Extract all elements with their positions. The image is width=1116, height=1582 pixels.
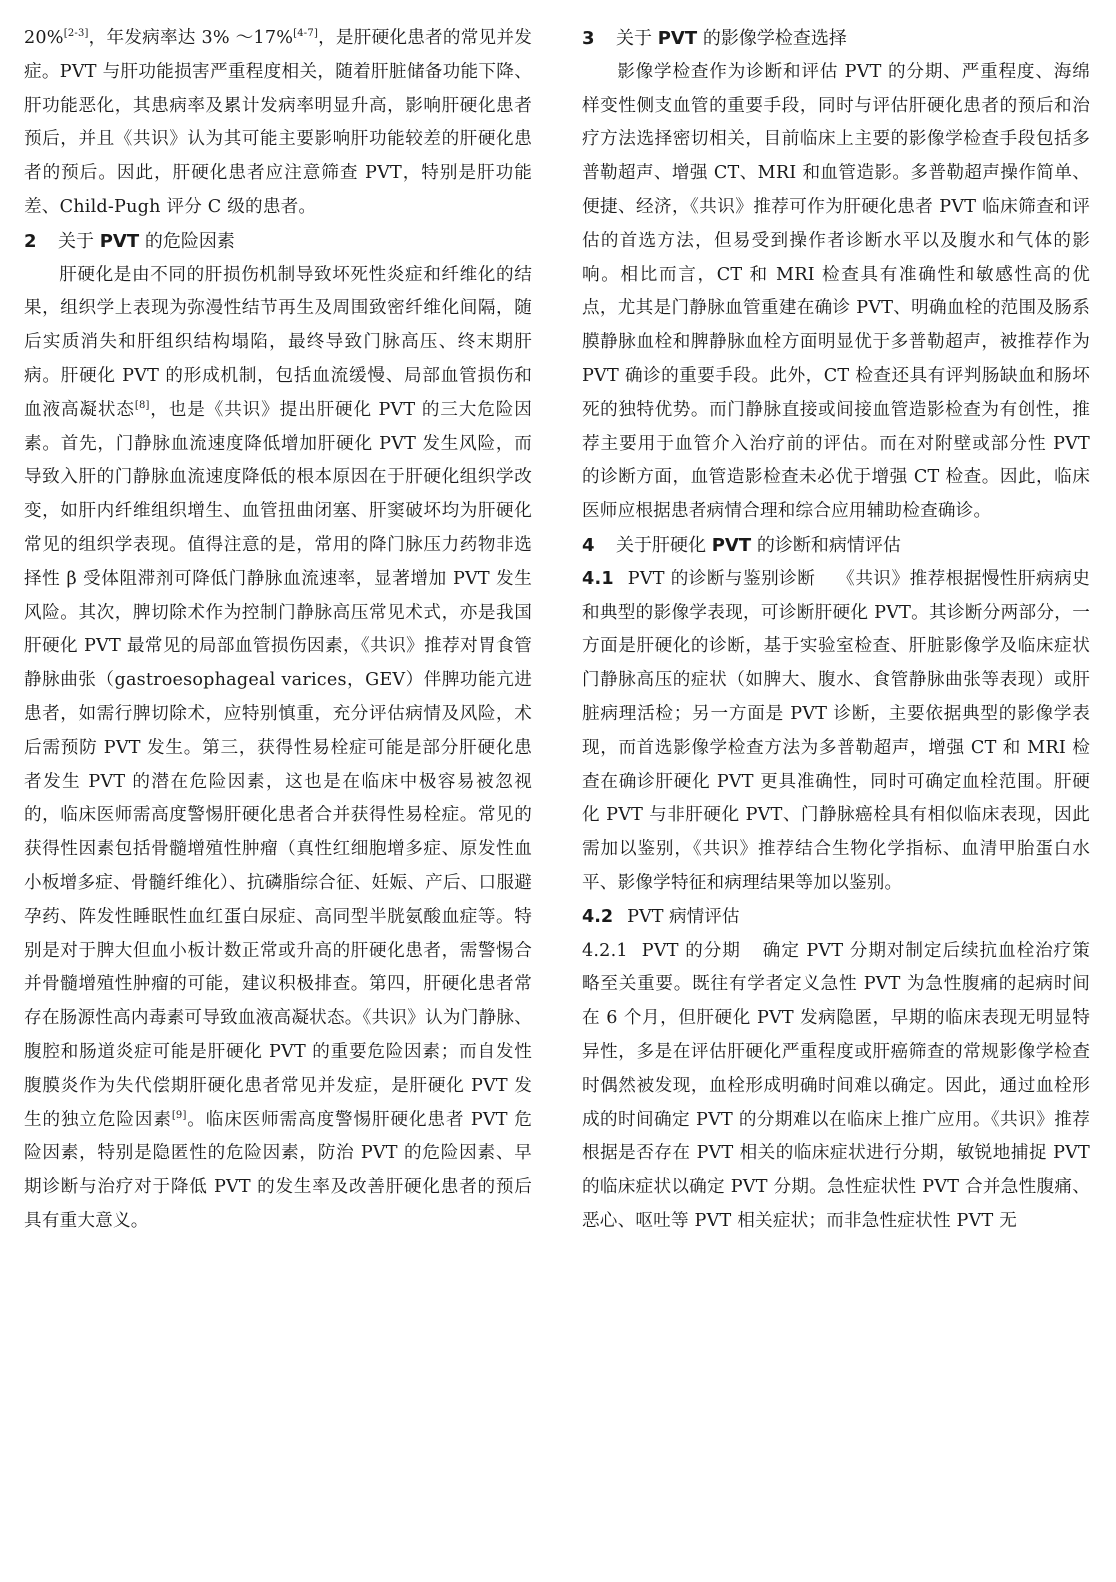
heading-text: 关于: [616, 28, 658, 49]
text-run: 肝硬化是由不同的肝损伤机制导致坏死性炎症和纤维化的结果，组织学上表现为弥漫性结节再生及周围致密纤维化间隔，随后实质消失和肝组织结构塌陷，最终导致门脉高压、终末期肝病。肝硬化 PVT 的形成机制，包括血流缓慢、局部血管损伤和血液高凝状态: [24, 264, 532, 420]
subsubsection-number: 4.2.1: [582, 940, 628, 961]
citation: [2-3]: [63, 28, 89, 40]
section-number: 3: [582, 28, 595, 49]
subsection-number: 4.1: [582, 568, 614, 589]
right-column: [582, 22, 1090, 1239]
section-2-paragraph: [24, 259, 532, 1239]
section-number: 4: [582, 534, 595, 556]
heading-text: 的影像学检查选择: [697, 28, 847, 49]
heading-bold: PVT: [99, 230, 140, 252]
text-run: 《共识》推荐根据慢性肝病病史和典型的影像学表现，可诊断肝硬化 PVT。其诊断分两部分，一方面是肝硬化的诊断，基于实验室检查、肝脏影像学及临床症状门静脉高压的症状（如脾大、腹水、食管静脉曲张等表现）或肝脏病理活检；另一方面是 PVT 诊断，主要依据典型的影像学表现，而首选影像学检查方法为多普勒超声，增强 CT 和 MRI 检查在确诊肝硬化 PVT 更具准确性，同时可确定血栓范围。肝硬化 PVT 与非肝硬化 PVT、门静脉癌栓具有相似临床表现，因此需加以鉴别，《共识》推荐结合生物化学指标、血清甲胎蛋白水平、影像学特征和病理结果等加以鉴别。: [582, 568, 1090, 893]
section-4-2-heading: [582, 901, 1090, 935]
text-run: 20%: [24, 28, 64, 48]
heading-text: 关于肝硬化: [616, 534, 712, 556]
section-3-heading: [582, 22, 1090, 56]
section-number: 2: [24, 230, 37, 252]
text-run: ，也是《共识》提出肝硬化 PVT 的三大危险因素。首先，门静脉血流速度降低增加肝硬化 PVT 发生风险，而导致入肝的门静脉血流速度降低的根本原因在于肝硬化组织学改变，如肝内纤维组织增生、血管扭曲闭塞、肝窦破坏均为肝硬化常见的组织学表现。值得注意的是，常用的降门脉压力药物非选择性 β 受体阻滞剂可降低门静脉血流速率，显著增加 PVT 发生风险。其次，脾切除术作为控制门静脉高压常见术式，亦是我国肝硬化 PVT 最常见的局部血管损伤因素，《共识》推荐对胃食管静脉曲张（gastroesophageal varices，GEV）伴脾功能亢进患者，如需行脾切除术，应特别慎重，充分评估病情及风险，术后需预防 PVT 发生。第三，获得性易栓症可能是部分肝硬化患者发生 PVT 的潜在危险因素，这也是在临床中极容易被忽视的，临床医师需高度警惕肝硬化患者合并获得性易栓症。常见的获得性因素包括骨髓增殖性肿瘤（真性红细胞增多症、原发性血小板增多症、骨髓纤维化）、抗磷脂综合征、妊娠、产后、口服避孕药、阵发性睡眠性血红蛋白尿症、高同型半胱氨酸血症等。特别是对于脾大但血小板计数正常或升高的肝硬化患者，需警惕合并骨髓增殖性肿瘤的可能，建议积极排查。第四，肝硬化患者常存在肠源性高内毒素可导致血液高凝状态。《共识》认为门静脉、腹腔和肠道炎症可能是肝硬化 PVT 的重要危险因素；而自发性腹膜炎作为失代偿期肝硬化患者常见并发症，是肝硬化 PVT 发生的独立危险因素: [24, 399, 532, 1130]
text-run: 。临床医师需高度警惕肝硬化患者 PVT 危险因素，特别是隐匿性的危险因素，防治 PVT 的危险因素、早期诊断与治疗对于降低 PVT 的发生率及改善肝硬化患者的预后具有重大意义。: [24, 1109, 532, 1231]
section-4-1-paragraph: [582, 563, 1090, 901]
text-run: ，年发病率达 3% ～17%: [88, 28, 294, 48]
section-4-heading: [582, 529, 1090, 563]
text-run: 确定 PVT 分期对制定后续抗血栓治疗策略至关重要。既往有学者定义急性 PVT 为急性腹痛的起病时间在 6 个月，但肝硬化 PVT 发病隐匿，早期的临床表现无明显特异性，多是在评估肝硬化严重程度或肝癌筛查的常规影像学检查时偶然被发现，血栓形成明确时间难以确定。因此，通过血栓形成的时间确定 PVT 的分期难以在临床上推广应用。《共识》推荐根据是否存在 PVT 相关的临床症状进行分期，敏锐地捕捉 PVT 的临床症状以确定 PVT 分期。急性症状性 PVT 合并急性腹痛、恶心、呕吐等 PVT 相关症状；而非急性症状性 PVT 无: [582, 940, 1090, 1231]
section-2-heading: [24, 225, 532, 259]
heading-text: 的危险因素: [139, 230, 235, 252]
section-3-paragraph: 影像学检查作为诊断和评估 PVT 的分期、严重程度、海绵样变性侧支血管的重要手段，同时与评估肝硬化患者的预后和治疗方法选择密切相关，目前临床上主要的影像学检查手段包括多普勒超声、增强 CT、MRI 和血管造影。多普勒超声操作简单、便捷、经济，《共识》推荐可作为肝硬化患者 PVT 临床筛查和评估的首选方法，但易受到操作者诊断水平以及腹水和气体的影响。相比而言，CT 和 MRI 检查具有准确性和敏感性高的优点，尤其是门静脉血管重建在确诊 PVT、明确血栓的范围及肠系膜静脉血栓和脾静脉血栓方面明显优于多普勒超声，被推荐作为 PVT 确诊的重要手段。此外，CT 检查还具有评判肠缺血和肠坏死的独特优势。而门静脉直接或间接血管造影检查为有创性，推荐主要用于血管介入治疗前的评估。而在对附壁或部分性 PVT 的诊断方面，血管造影检查未必优于增强 CT 检查。因此，临床医师应根据患者病情合理和综合应用辅助检查确诊。: [582, 61, 1090, 522]
subsubsection-title: PVT 的分期: [641, 940, 741, 961]
citation: [4-7]: [293, 28, 319, 40]
heading-text: 关于: [58, 230, 100, 252]
section-4-2-1-paragraph: [582, 935, 1090, 1239]
subsection-title: PVT 的诊断与鉴别诊断: [627, 568, 816, 589]
heading-bold: PVT: [711, 534, 752, 556]
left-column: [24, 22, 532, 1239]
text-run: ，是肝硬化患者的常见并发症。PVT 与肝功能损害严重程度相关，随着肝脏储备功能下降、肝功能恶化，其患病率及累计发病率明显升高，影响肝硬化患者预后，并且《共识》认为其可能主要影响肝功能较差的肝硬化患者的预后。因此，肝硬化患者应注意筛查 PVT，特别是肝功能差、Child-Pugh 评分 C 级的患者。: [24, 28, 532, 217]
intro-paragraph: [24, 22, 532, 225]
heading-text: 的诊断和病情评估: [751, 534, 901, 556]
heading-bold: PVT: [657, 28, 698, 49]
citation: [8]: [134, 399, 150, 411]
citation: [9]: [171, 1109, 187, 1121]
subsection-number: 4.2: [582, 906, 614, 927]
subsection-title: PVT 病情评估: [627, 906, 740, 927]
